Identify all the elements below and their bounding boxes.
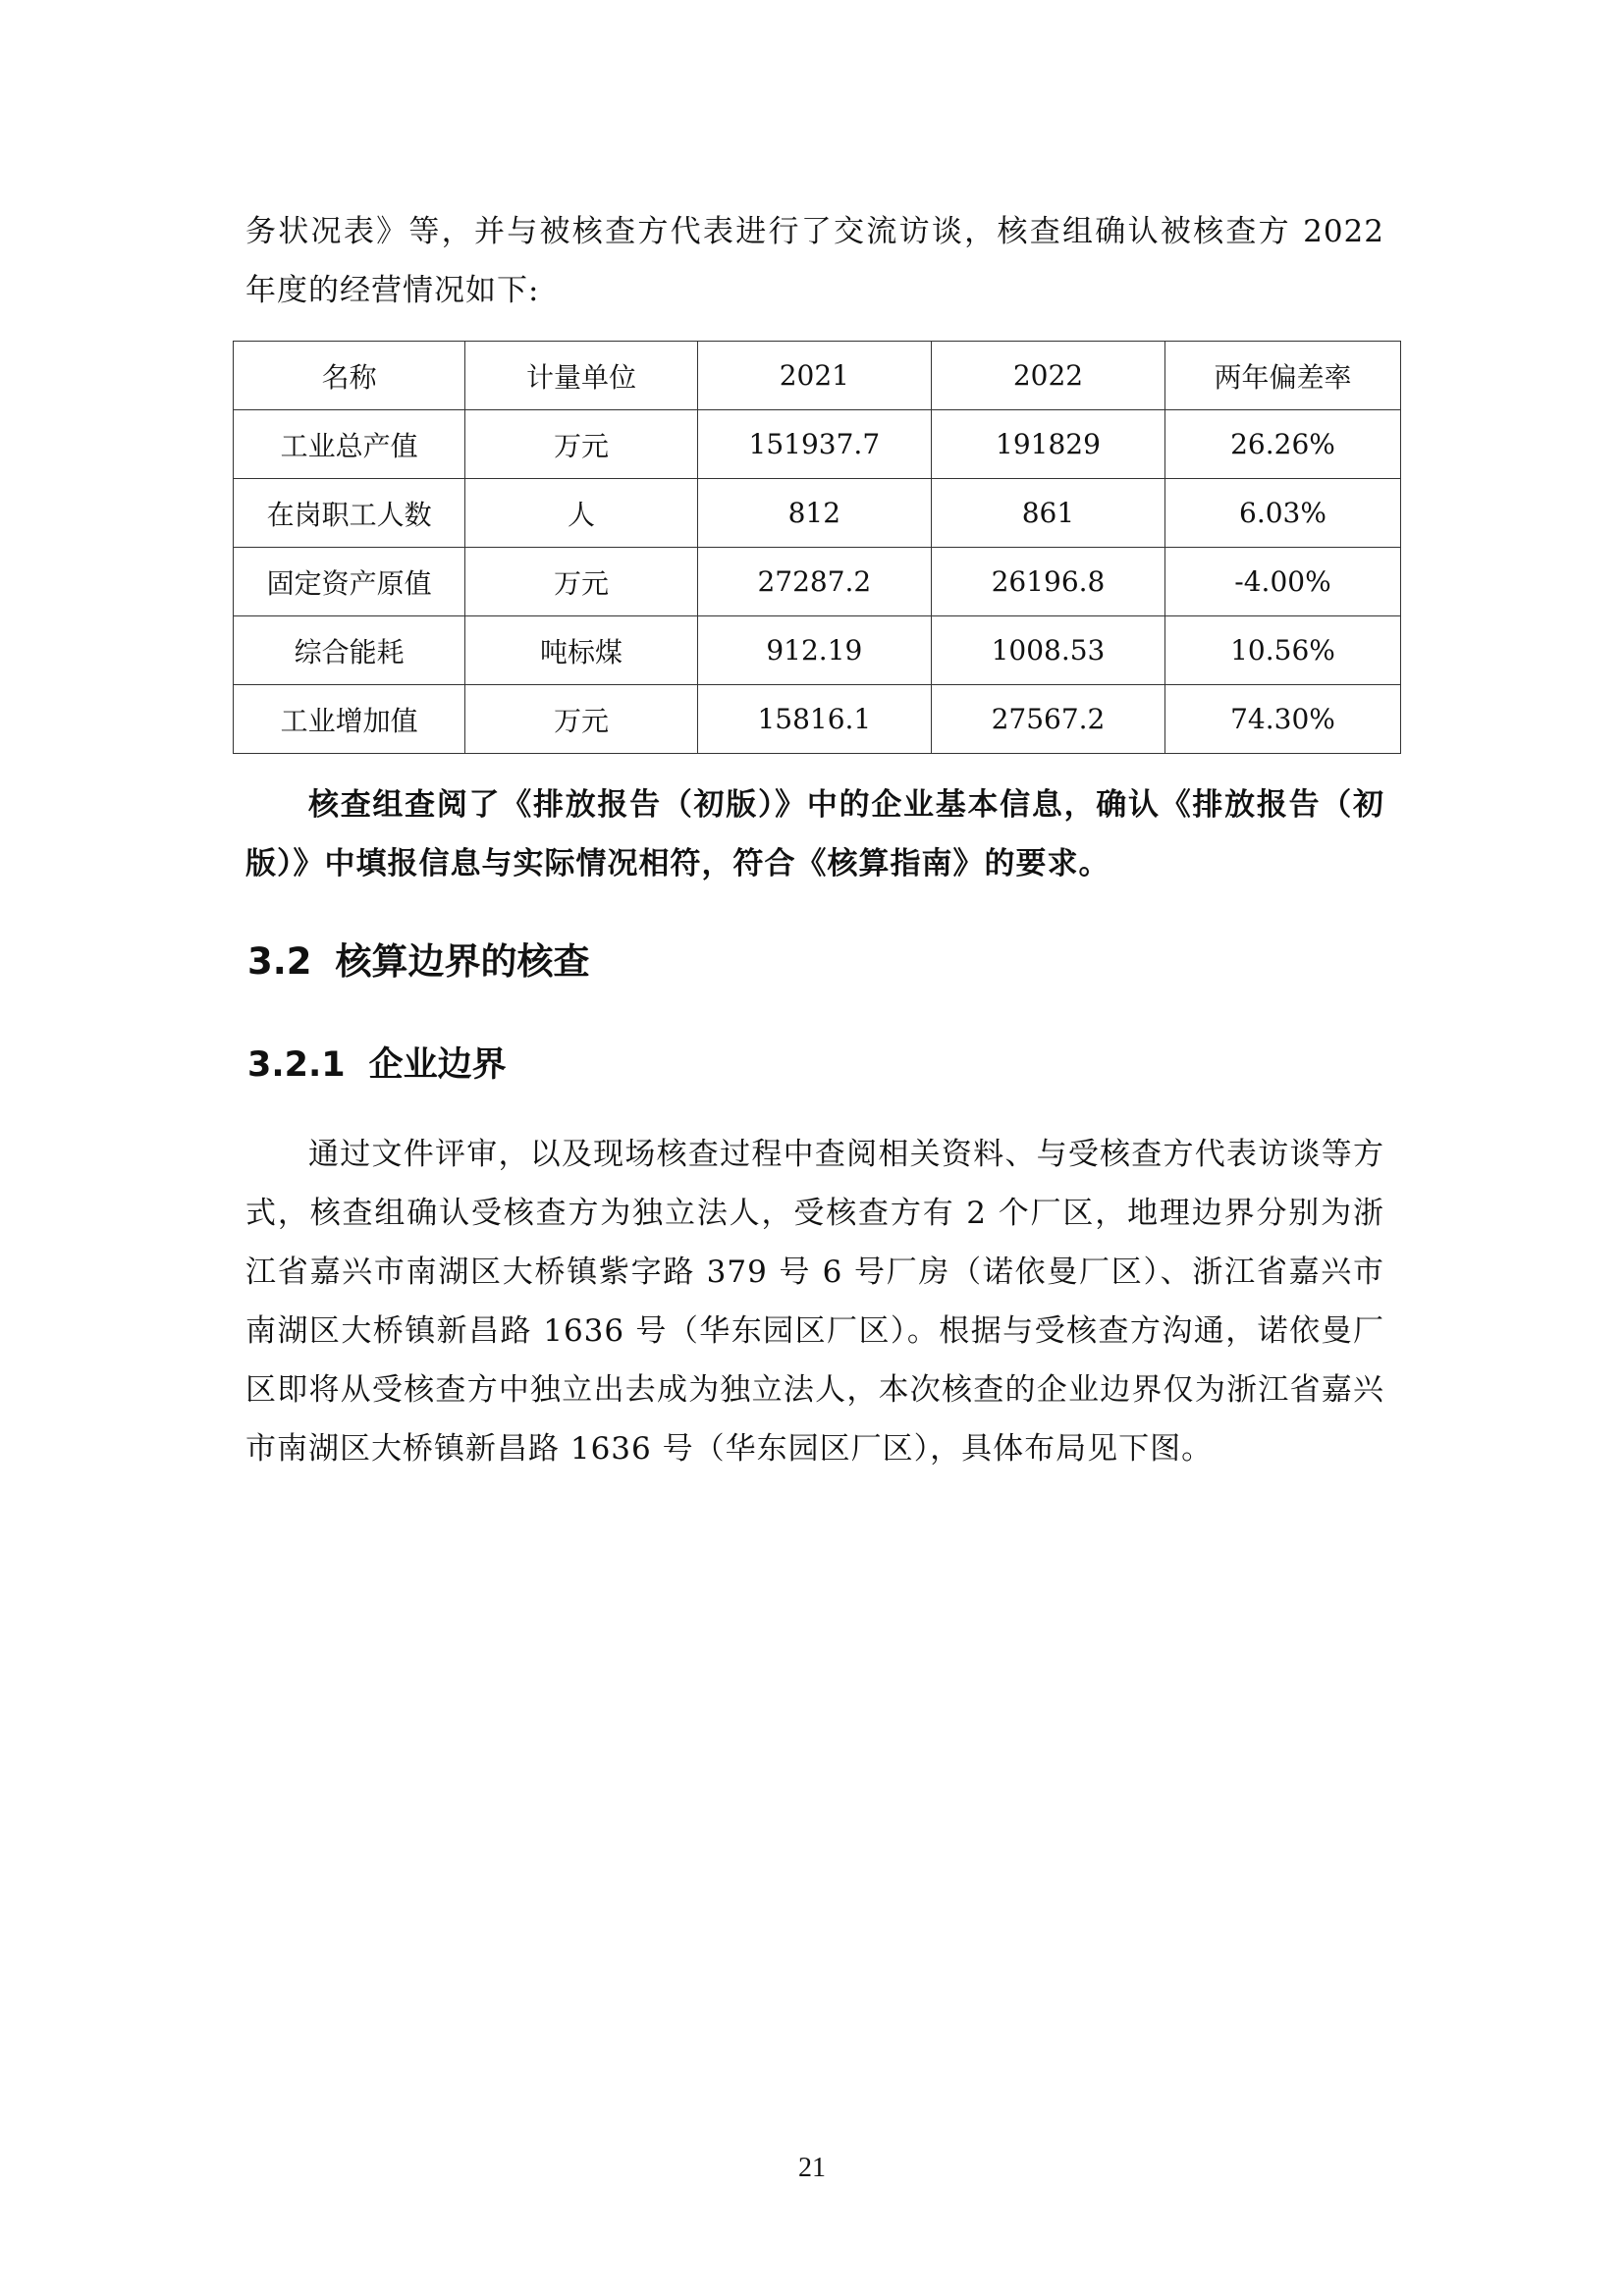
table-cell: 26196.8 <box>931 548 1164 616</box>
table-header-cell: 两年偏差率 <box>1164 342 1400 410</box>
table-cell: 吨标煤 <box>465 616 697 685</box>
table-header-row <box>234 342 1401 410</box>
section-number: 3.2.1 <box>247 1045 346 1085</box>
section-title: 企业边界 <box>368 1045 507 1085</box>
table-header-cell: 2021 <box>697 342 931 410</box>
table-cell: 74.30% <box>1164 685 1400 754</box>
table-cell: 万元 <box>465 410 697 479</box>
table-cell: 27567.2 <box>931 685 1164 754</box>
table-cell: 综合能耗 <box>234 616 465 685</box>
table-cell: 万元 <box>465 548 697 616</box>
operations-table <box>233 341 1401 754</box>
table-cell: -4.00% <box>1164 548 1400 616</box>
table-cell: 151937.7 <box>697 410 931 479</box>
boundary-paragraph: 通过文件评审，以及现场核查过程中查阅相关资料、与受核查方代表访谈等方式，核查组确认受核查方为独立法人，受核查方有 2 个厂区，地理边界分别为浙江省嘉兴市南湖区大桥镇紫字路 379 号 6 号厂房（诺依曼厂区）、浙江省嘉兴市南湖区大桥镇新昌路 1636 号（华东园区厂区）。根据与受核查方沟通，诺依曼厂区即将从受核查方中独立出去成为独立法人，本次核查的企业边界仅为浙江省嘉兴市南湖区大桥镇新昌路 1636 号（华东园区厂区），具体布局见下图。 <box>245 1137 1384 1467</box>
table-header-cell: 计量单位 <box>465 342 697 410</box>
section-heading-3-2-1 <box>247 1036 507 1095</box>
section-title: 核算边界的核查 <box>335 940 590 983</box>
table-row <box>234 616 1401 685</box>
intro-paragraph: 务状况表》等，并与被核查方代表进行了交流访谈，核查组确认被核查方 2022 年度的经营情况如下: <box>245 214 1384 308</box>
table-cell: 191829 <box>931 410 1164 479</box>
table-cell: 861 <box>931 479 1164 548</box>
table-header-cell: 2022 <box>931 342 1164 410</box>
table-cell: 26.26% <box>1164 410 1400 479</box>
page-number: 21 <box>798 2153 826 2183</box>
table-row <box>234 685 1401 754</box>
table-cell: 固定资产原值 <box>234 548 465 616</box>
table-cell: 工业总产值 <box>234 410 465 479</box>
table-cell: 27287.2 <box>697 548 931 616</box>
table-cell: 人 <box>465 479 697 548</box>
conclusion-paragraph: 核查组查阅了《排放报告（初版）》中的企业基本信息，确认《排放报告（初版）》中填报信息与实际情况相符，符合《核算指南》的要求。 <box>245 787 1384 881</box>
section-number: 3.2 <box>247 940 312 983</box>
table-cell: 6.03% <box>1164 479 1400 548</box>
table-cell: 工业增加值 <box>234 685 465 754</box>
table-row <box>234 410 1401 479</box>
table-cell: 万元 <box>465 685 697 754</box>
section-heading-3-2 <box>247 933 590 991</box>
table-row <box>234 548 1401 616</box>
table-row <box>234 479 1401 548</box>
table-cell: 812 <box>697 479 931 548</box>
table-cell: 在岗职工人数 <box>234 479 465 548</box>
table-cell: 10.56% <box>1164 616 1400 685</box>
table-cell: 912.19 <box>697 616 931 685</box>
table-cell: 1008.53 <box>931 616 1164 685</box>
table-header-cell: 名称 <box>234 342 465 410</box>
table-cell: 15816.1 <box>697 685 931 754</box>
